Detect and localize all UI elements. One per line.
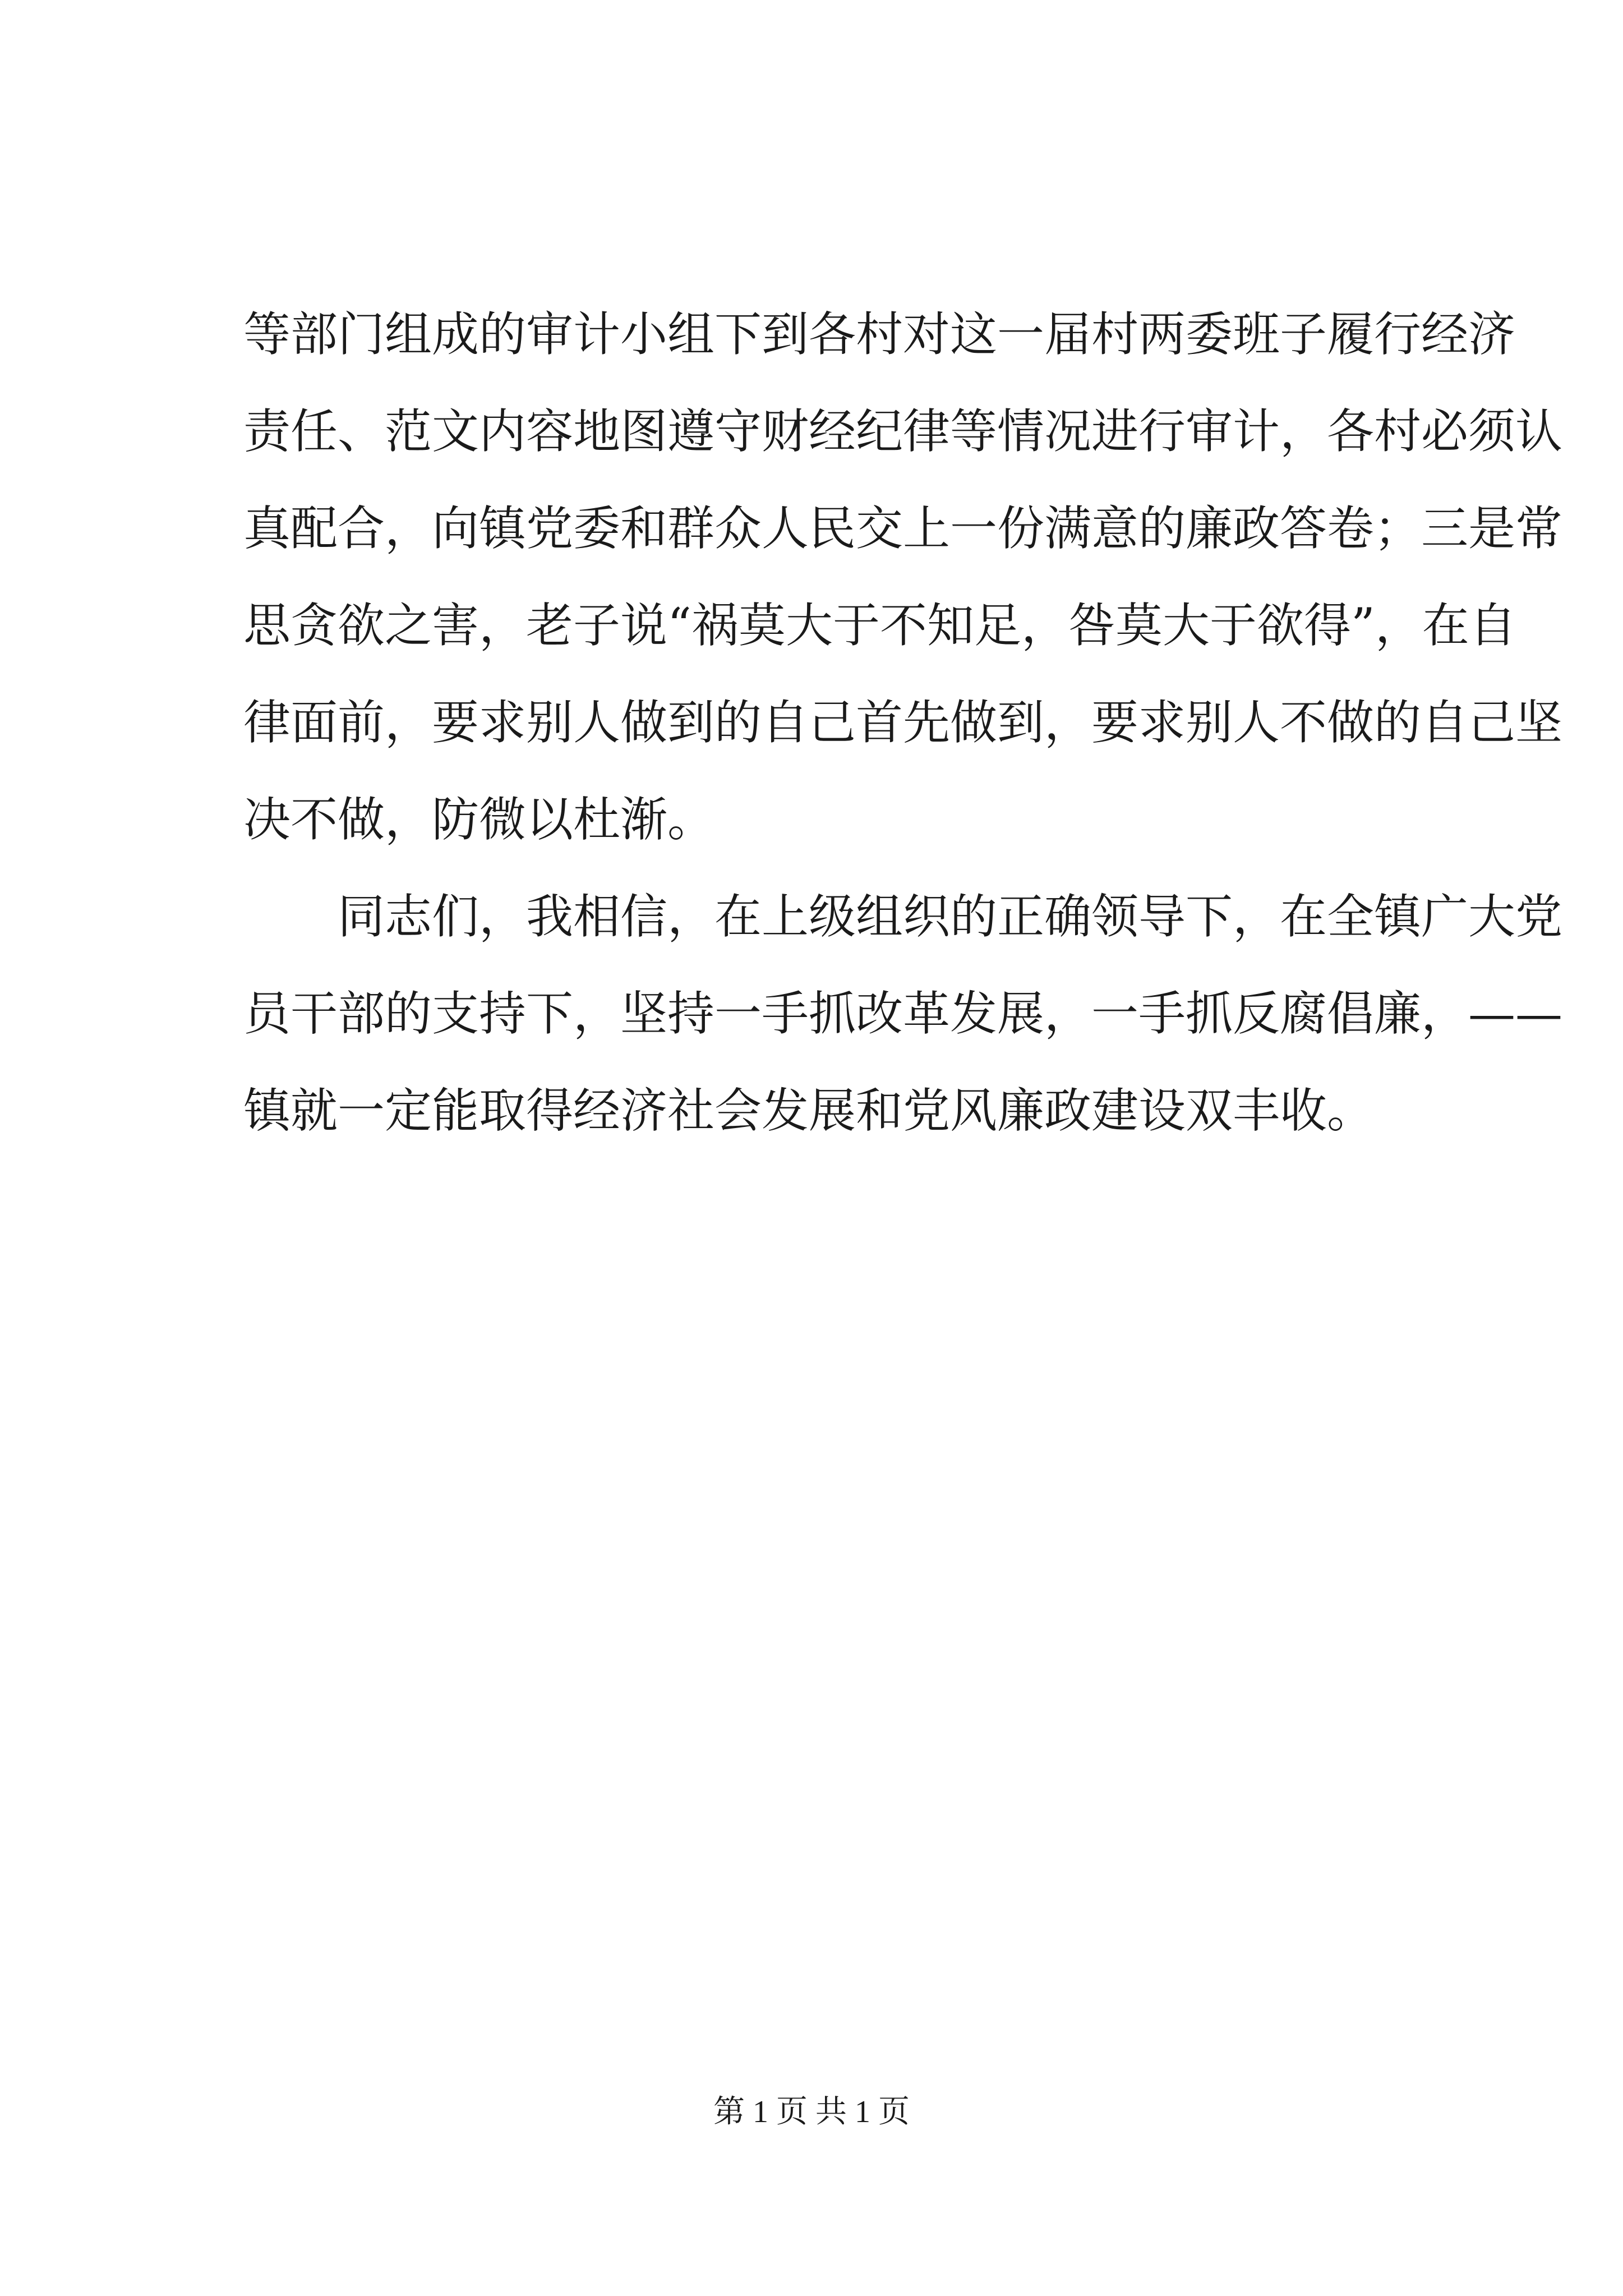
paragraph-line: 镇就一定能取得经济社会发展和党风廉政建设双丰收。 (243, 1083, 1375, 1138)
paragraph-line: 员干部的支持下，坚持一手抓改革发展，一手抓反腐倡廉，—— (243, 986, 1563, 1041)
paragraph-line: 决不做，防微以杜渐。 (243, 792, 715, 847)
paragraph-line: 律面前，要求别人做到的自己首先做到，要求别人不做的自己坚 (243, 695, 1563, 750)
paragraph-line: 思贪欲之害，老子说“祸莫大于不知足，咎莫大于欲得”，在自 (243, 598, 1516, 653)
page-footer: 第 1 页 共 1 页 (713, 2095, 910, 2129)
paragraph-line: 同志们，我相信，在上级组织的正确领导下，在全镇广大党 (338, 889, 1563, 944)
paragraph-line: 真配合，向镇党委和群众人民交上一份满意的廉政答卷；三是常 (243, 501, 1563, 556)
body-text (243, 286, 1563, 1159)
paragraph-line: 责任、范文内容地图遵守财经纪律等情况进行审计，各村必须认 (243, 404, 1563, 459)
paragraph-line: 等部门组成的审计小组下到各村对这一届村两委班子履行经济 (243, 307, 1516, 362)
